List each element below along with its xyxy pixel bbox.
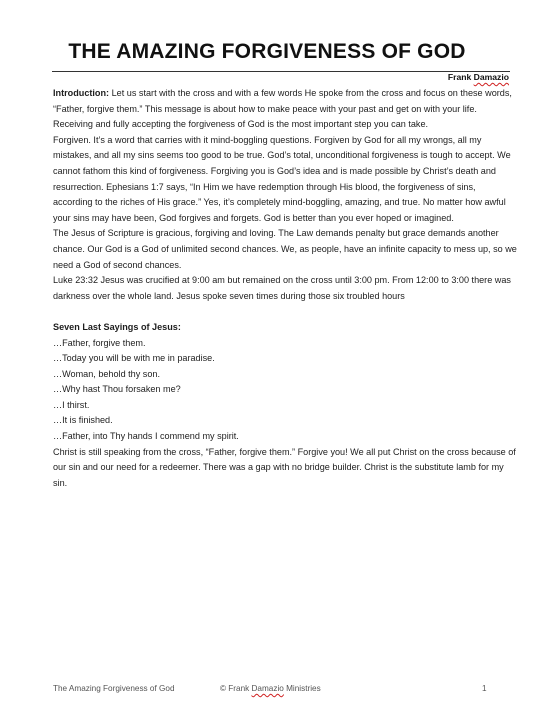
saying-item: …Father, into Thy hands I commend my spirit. [53,431,239,442]
author-last-name: Damazio [473,72,509,82]
footer-title: The Amazing Forgiveness of God [53,684,175,693]
document-title: THE AMAZING FORGIVENESS OF GOD [68,40,466,63]
intro-text: Let us start with the cross and with a few words He spoke from the cross and focus on these words, “Father, forgive them.” This message is about how to make peace with your past and get on with your life. Receiving and fully accepting the forgiveness of God is the most important step you can take. [53,88,512,130]
blank-line [53,304,517,320]
footer-copyright [220,684,321,693]
footer-copyright-prefix: © Frank [220,684,252,693]
saying-item: …Today you will be with me in paradise. [53,353,215,364]
title-divider [52,71,510,72]
paragraph-jesus-of-scripture: The Jesus of Scripture is gracious, forgiving and loving. The Law demands penalty but grace demands another chance. Our God is a God of unlimited second chances. We, as people, have an infinite capacity to mess up, so we need a God of second chances. [53,228,517,270]
intro-paragraph [53,86,517,133]
closing-paragraph: Christ is still speaking from the cross, “Father, forgive them.” Forgive you! We all put Christ on the cross because of our sin and our need for a redeemer. There was a gap with no bridge builder. Christ is the substitute lamb for my sin. [53,446,516,488]
paragraph-forgiven: Forgiven. It’s a word that carries with it mind-boggling questions. Forgiven by God for all my wrongs, all my mistakes, and all my sins seems too good to be true. God’s total, unconditional forgiveness is tough to accept. We cannot fathom this kind of forgiveness. Forgiving you is God’s idea and is made possible by Christ’s death and resurrection. Ephesians 1:7 says, “In Him we have redemption through His blood, the forgiveness of sins, according to the riches of His grace.” Yes, it’s completely mind-boggling, amazing, and true. No matter how awful your sins may have been, God forgives and forgets. God is better than you ever hoped or imagined. [53,134,511,223]
intro-label: Introduction: [53,88,110,98]
sayings-heading: Seven Last Sayings of Jesus: [53,321,181,332]
author-name [448,72,509,82]
saying-item: …I thirst. [53,399,90,410]
saying-item: …Woman, behold thy son. [53,368,160,379]
paragraph-luke: Luke 23:32 Jesus was crucified at 9:00 am but remained on the cross until 3:00 pm. From 12:00 to 3:00 there was darkness over the whole land. Jesus spoke seven times during those six troubled hours [53,275,511,301]
saying-item: …It is finished. [53,415,113,426]
footer-copyright-name: Damazio [251,684,284,693]
document-body [53,86,517,491]
footer-copyright-suffix: Ministries [283,684,321,693]
saying-item: …Father, forgive them. [53,337,146,348]
saying-item: …Why hast Thou forsaken me? [53,384,181,395]
page-number: 1 [482,684,487,693]
author-first-name: Frank [447,72,474,82]
